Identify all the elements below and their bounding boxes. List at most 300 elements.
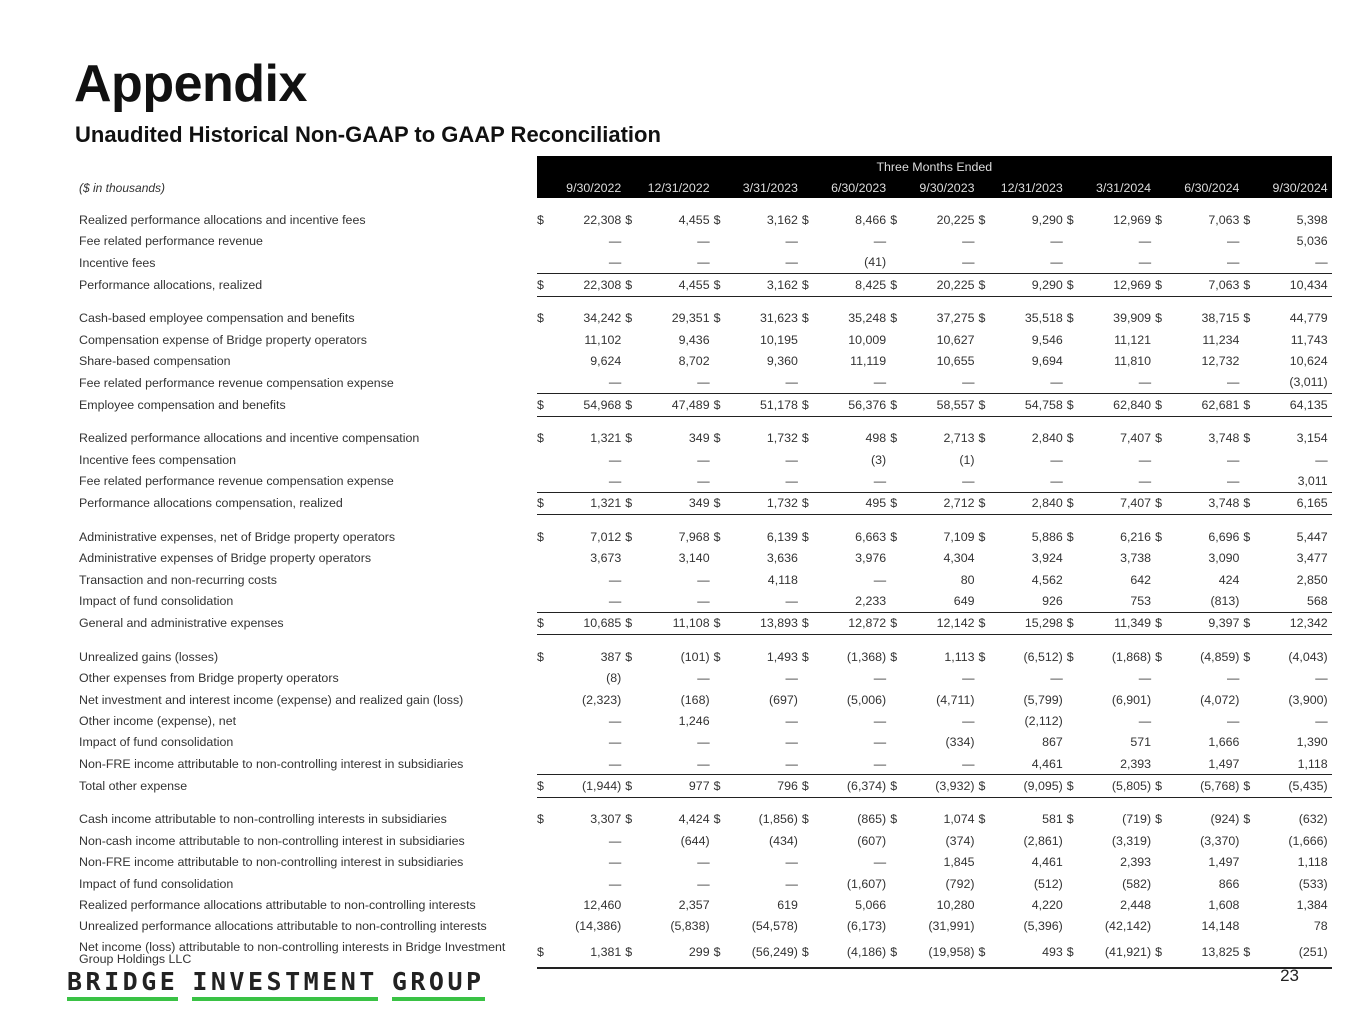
currency-symbol: $: [801, 311, 809, 326]
currency-symbol: $: [537, 212, 544, 227]
currency-symbol: [890, 230, 900, 251]
cell-value: 10,624: [1289, 354, 1328, 369]
currency-symbol: [714, 710, 724, 731]
cell-value: (1,944): [547, 775, 625, 797]
currency-symbol: $: [714, 775, 724, 797]
cell-value: —: [873, 473, 887, 488]
cell-value: 10,685: [547, 612, 625, 634]
table-row: [75, 809, 1332, 830]
cell-value: 299: [635, 937, 713, 968]
cell-value: 7,968: [678, 529, 710, 544]
currency-symbol: $: [714, 274, 724, 296]
currency-symbol: [890, 590, 900, 612]
currency-symbol: [1067, 689, 1077, 710]
cell-value: 22,308: [547, 274, 625, 296]
currency-symbol: $: [537, 492, 547, 514]
cell-value: 3,748: [1165, 492, 1243, 514]
currency-symbol: [714, 470, 724, 492]
cell-value: 6,165: [1253, 492, 1331, 514]
cell-value: 3,154: [1296, 431, 1328, 446]
currency-symbol: [1067, 852, 1077, 873]
currency-symbol: $: [890, 937, 900, 968]
cell-value: 12,969: [1113, 212, 1152, 227]
currency-symbol: [978, 667, 988, 688]
cell-value: 35,248: [848, 311, 887, 326]
cell-value: 39,909: [1113, 311, 1152, 326]
cell-value: (512): [1033, 876, 1063, 891]
cell-value: 15,298: [988, 612, 1066, 634]
currency-symbol: $: [1155, 775, 1165, 797]
currency-symbol: [978, 329, 988, 350]
currency-symbol: $: [625, 212, 633, 227]
cell-value: 13,893: [724, 612, 802, 634]
currency-symbol: $: [978, 212, 986, 227]
currency-symbol: [625, 873, 635, 894]
row-label: Incentive fees: [79, 255, 156, 270]
currency-symbol: [625, 852, 635, 873]
cell-value: 10,655: [936, 354, 975, 369]
currency-symbol: [625, 329, 635, 350]
currency-symbol: [1243, 830, 1253, 851]
currency-symbol: [1155, 252, 1165, 274]
cell-value: —: [608, 756, 622, 771]
table-row: [75, 350, 1332, 371]
table-total-row: [75, 775, 1332, 797]
cell-value: 51,178: [724, 394, 802, 416]
currency-symbol: [1067, 873, 1077, 894]
table-row: [75, 329, 1332, 350]
cell-value: —: [608, 473, 622, 488]
cell-value: —: [785, 713, 798, 728]
cell-value: 10,280: [936, 898, 975, 913]
currency-symbol: $: [1155, 812, 1162, 827]
cell-value: (54,578): [751, 919, 798, 934]
column-header: 9/30/2024: [1243, 177, 1331, 198]
currency-symbol: $: [625, 649, 633, 664]
cell-value: 9,360: [766, 354, 798, 369]
currency-symbol: $: [1067, 775, 1077, 797]
column-header: 3/31/2024: [1067, 177, 1155, 198]
cell-value: 5,447: [1296, 529, 1328, 544]
table-total-row: [75, 612, 1332, 634]
currency-symbol: $: [1243, 274, 1253, 296]
table-row: [75, 252, 1332, 274]
currency-symbol: [714, 230, 724, 251]
currency-symbol: $: [1067, 274, 1077, 296]
cell-value: 4,455: [635, 274, 713, 296]
cell-value: (1,666): [1288, 833, 1328, 848]
currency-symbol: [1243, 873, 1253, 894]
row-label: Impact of fund consolidation: [79, 735, 234, 750]
currency-symbol: [978, 252, 988, 274]
cell-value: —: [608, 593, 622, 608]
currency-symbol: [978, 916, 988, 937]
currency-symbol: [714, 590, 724, 612]
currency-symbol: $: [625, 775, 635, 797]
cell-value: (924): [1210, 812, 1240, 827]
cell-value: —: [1315, 255, 1328, 270]
currency-symbol: [537, 667, 547, 688]
cell-value: —: [697, 255, 710, 270]
currency-symbol: [802, 230, 812, 251]
cell-value: 13,825: [1165, 937, 1243, 968]
currency-symbol: $: [978, 812, 986, 827]
cell-value: —: [873, 671, 887, 686]
cell-value: 1,497: [1208, 756, 1240, 771]
cell-value: (168): [680, 692, 710, 707]
currency-symbol: [537, 230, 547, 251]
currency-symbol: $: [537, 812, 544, 827]
currency-symbol: $: [1066, 529, 1074, 544]
cell-value: 493: [988, 937, 1066, 968]
cell-value: —: [785, 876, 798, 891]
cell-value: 4,461: [1031, 855, 1063, 870]
cell-value: —: [697, 375, 710, 390]
cell-value: 3,140: [678, 551, 710, 566]
currency-symbol: $: [1243, 212, 1251, 227]
row-label: Cash-based employee compensation and benefits: [79, 311, 355, 326]
currency-symbol: $: [713, 311, 721, 326]
cell-value: —: [697, 876, 710, 891]
currency-symbol: [802, 329, 812, 350]
currency-symbol: [537, 732, 547, 753]
currency-symbol: [1155, 852, 1165, 873]
cell-value: (334): [945, 735, 975, 750]
currency-symbol: [1155, 710, 1165, 731]
table-row: [75, 873, 1332, 894]
table-row: [75, 590, 1332, 612]
currency-symbol: $: [1155, 311, 1162, 326]
cell-value: 3,924: [1031, 551, 1063, 566]
cell-value: (1,368): [846, 649, 887, 664]
cell-value: 9,397: [1165, 612, 1243, 634]
row-label: Employee compensation and benefits: [79, 397, 286, 412]
cell-value: 11,119: [850, 354, 887, 369]
currency-symbol: [802, 852, 812, 873]
cell-value: (6,901): [1111, 692, 1152, 707]
cell-value: —: [962, 713, 975, 728]
currency-symbol: $: [978, 492, 988, 514]
currency-symbol: [1243, 689, 1253, 710]
table-total-row: [75, 394, 1332, 416]
currency-symbol: [714, 689, 724, 710]
cell-value: (632): [1298, 812, 1328, 827]
cell-value: 4,118: [767, 572, 798, 587]
currency-symbol: [714, 916, 724, 937]
currency-symbol: [1067, 710, 1077, 731]
currency-symbol: $: [890, 274, 900, 296]
cell-value: 3,748: [1208, 431, 1240, 446]
currency-symbol: [537, 873, 547, 894]
cell-value: (5,768): [1165, 775, 1243, 797]
currency-symbol: [714, 252, 724, 274]
currency-symbol: [1243, 470, 1253, 492]
currency-symbol: [978, 547, 988, 568]
cell-value: —: [697, 735, 710, 750]
currency-symbol: $: [1155, 394, 1165, 416]
currency-symbol: [890, 329, 900, 350]
cell-value: 1,118: [1297, 855, 1328, 870]
row-label: Performance allocations compensation, realized: [79, 496, 343, 511]
table-row: [75, 937, 1332, 968]
currency-symbol: [802, 547, 812, 568]
cell-value: 3,162: [766, 212, 798, 227]
cell-value: —: [873, 572, 887, 587]
cell-value: 22,308: [583, 212, 622, 227]
cell-value: 349: [635, 492, 713, 514]
currency-symbol: $: [890, 431, 898, 446]
currency-symbol: [802, 830, 812, 851]
currency-symbol: [625, 590, 635, 612]
cell-value: 10,627: [936, 332, 975, 347]
group-spacer: [75, 416, 1332, 428]
cell-value: 5,066: [855, 898, 887, 913]
cell-value: —: [1050, 255, 1063, 270]
currency-symbol: [1243, 667, 1253, 688]
currency-symbol: $: [1066, 212, 1074, 227]
cell-value: 1,321: [547, 492, 625, 514]
cell-value: 2,393: [1120, 855, 1152, 870]
currency-symbol: [978, 230, 988, 251]
cell-value: 4,461: [1031, 756, 1063, 771]
group-spacer: [75, 296, 1332, 308]
row-label: Fee related performance revenue compensation expense: [79, 375, 394, 390]
cell-value: (6,512): [1023, 649, 1063, 664]
currency-symbol: [978, 470, 988, 492]
currency-symbol: [802, 667, 812, 688]
currency-symbol: $: [1243, 311, 1251, 326]
table-row: [75, 372, 1332, 394]
currency-symbol: [890, 753, 900, 775]
currency-symbol: [714, 547, 724, 568]
currency-symbol: $: [1155, 492, 1165, 514]
reconciliation-table: [75, 156, 1332, 969]
cell-value: —: [1138, 713, 1152, 728]
cell-value: 7,407: [1077, 492, 1155, 514]
cell-value: 1,384: [1296, 898, 1328, 913]
cell-value: —: [873, 713, 887, 728]
currency-symbol: [1155, 894, 1165, 915]
currency-symbol: [978, 689, 988, 710]
currency-symbol: $: [1243, 492, 1253, 514]
cell-value: 2,393: [1120, 756, 1152, 771]
row-label: General and administrative expenses: [79, 616, 284, 631]
currency-symbol: [1067, 590, 1077, 612]
cell-value: (4,711): [936, 692, 975, 707]
cell-value: 2,840: [988, 492, 1066, 514]
currency-symbol: $: [978, 274, 988, 296]
currency-symbol: $: [978, 431, 986, 446]
currency-symbol: $: [625, 492, 635, 514]
row-label: Total other expense: [79, 779, 188, 794]
cell-value: 12,142: [900, 612, 978, 634]
cell-value: 11,102: [584, 332, 622, 347]
cell-value: 20,225: [936, 212, 975, 227]
cell-value: —: [1138, 234, 1152, 249]
table-row: [75, 428, 1332, 449]
currency-symbol: $: [713, 812, 721, 827]
cell-value: —: [962, 234, 975, 249]
cell-value: —: [1138, 473, 1152, 488]
currency-symbol: [1067, 449, 1077, 470]
cell-value: 10,195: [759, 332, 798, 347]
currency-symbol: [1243, 710, 1253, 731]
row-label: Performance allocations, realized: [79, 277, 263, 292]
currency-symbol: [978, 852, 988, 873]
currency-symbol: $: [801, 529, 809, 544]
cell-value: 11,234: [1202, 332, 1240, 347]
cell-value: —: [608, 234, 622, 249]
cell-value: 5,886: [1031, 529, 1063, 544]
cell-value: 3,090: [1208, 551, 1240, 566]
table-row: [75, 753, 1332, 775]
currency-symbol: $: [801, 812, 809, 827]
currency-symbol: [1067, 470, 1077, 492]
cell-value: 64,135: [1253, 394, 1331, 416]
cell-value: 1,113: [944, 649, 975, 664]
cell-value: 20,225: [900, 274, 978, 296]
currency-symbol: [890, 830, 900, 851]
currency-symbol: [1155, 569, 1165, 590]
cell-value: 3,011: [1297, 473, 1328, 488]
cell-value: 7,063: [1165, 274, 1243, 296]
currency-symbol: [890, 372, 900, 394]
cell-value: —: [608, 735, 622, 750]
currency-symbol: $: [714, 492, 724, 514]
cell-value: 5,036: [1296, 234, 1328, 249]
table-row: [75, 308, 1332, 329]
row-label: Impact of fund consolidation: [79, 594, 234, 609]
currency-symbol: [890, 873, 900, 894]
cell-value: 12,460: [583, 898, 622, 913]
cell-value: (719): [1122, 812, 1152, 827]
currency-symbol: $: [625, 529, 633, 544]
row-label: Realized performance allocations and incentive fees: [79, 212, 366, 227]
group-spacer: [75, 515, 1332, 527]
cell-value: 1,321: [590, 431, 622, 446]
currency-symbol: [625, 732, 635, 753]
cell-value: 642: [1130, 572, 1152, 587]
currency-symbol: [802, 470, 812, 492]
currency-symbol: $: [713, 431, 721, 446]
cell-value: (19,958): [900, 937, 978, 968]
column-header: 3/31/2023: [714, 177, 802, 198]
currency-symbol: [625, 470, 635, 492]
currency-symbol: [537, 830, 547, 851]
cell-value: —: [608, 572, 622, 587]
currency-symbol: $: [1066, 649, 1074, 664]
table-row: [75, 209, 1332, 230]
group-spacer: [75, 198, 1332, 209]
currency-symbol: [625, 710, 635, 731]
cell-value: 649: [953, 593, 975, 608]
cell-value: —: [1050, 671, 1063, 686]
currency-symbol: [1155, 230, 1165, 251]
cell-value: —: [962, 756, 975, 771]
currency-symbol: [1155, 667, 1165, 688]
row-label: Net income (loss) attributable to non-controlling interests in Bridge Investment Group Holdings LLC: [79, 939, 506, 966]
cell-value: 2,712: [900, 492, 978, 514]
currency-symbol: [537, 753, 547, 775]
cell-value: 2,850: [1296, 572, 1328, 587]
currency-symbol: [537, 590, 547, 612]
cell-value: —: [697, 473, 710, 488]
cell-value: —: [1138, 671, 1152, 686]
cell-value: —: [785, 735, 798, 750]
currency-symbol: [625, 753, 635, 775]
currency-symbol: [1067, 830, 1077, 851]
cell-value: (1): [959, 452, 975, 467]
cell-value: —: [785, 593, 798, 608]
currency-symbol: [890, 569, 900, 590]
currency-symbol: [625, 252, 635, 274]
cell-value: 1,666: [1208, 735, 1240, 750]
currency-symbol: [1155, 753, 1165, 775]
cell-value: —: [785, 234, 798, 249]
cell-value: 9,290: [988, 274, 1066, 296]
table-body: [75, 156, 1332, 968]
cell-value: 8,702: [678, 354, 710, 369]
table-row: [75, 449, 1332, 470]
cell-value: —: [697, 855, 710, 870]
cell-value: (251): [1253, 937, 1331, 968]
currency-symbol: [1067, 230, 1077, 251]
currency-symbol: [978, 830, 988, 851]
currency-symbol: [890, 350, 900, 371]
cell-value: 3,673: [590, 551, 622, 566]
cell-value: (813): [1210, 593, 1240, 608]
row-label: Compensation expense of Bridge property operators: [79, 332, 367, 347]
cell-value: 11,349: [1077, 612, 1155, 634]
currency-symbol: [714, 329, 724, 350]
cell-value: (101): [680, 649, 710, 664]
cell-value: —: [873, 756, 887, 771]
table-row: [75, 230, 1332, 251]
row-label: Share-based compensation: [79, 354, 231, 369]
table-row: [75, 569, 1332, 590]
cell-value: 3,738: [1120, 551, 1152, 566]
column-header: 9/30/2022: [537, 177, 625, 198]
row-label: Unrealized performance allocations attributable to non-controlling interests: [79, 919, 487, 934]
currency-symbol: $: [802, 492, 812, 514]
cell-value: —: [608, 713, 622, 728]
currency-symbol: [978, 449, 988, 470]
cell-value: —: [1315, 452, 1328, 467]
cell-value: (5,805): [1077, 775, 1155, 797]
cell-value: 35,518: [1024, 311, 1063, 326]
cell-value: 11,743: [1290, 332, 1328, 347]
currency-symbol: [537, 470, 547, 492]
currency-symbol: [625, 350, 635, 371]
cell-value: 2,357: [678, 898, 710, 913]
cell-value: —: [1050, 473, 1063, 488]
currency-symbol: [978, 372, 988, 394]
currency-symbol: $: [1155, 649, 1162, 664]
currency-symbol: [1155, 372, 1165, 394]
page-subtitle: Unaudited Historical Non-GAAP to GAAP Reconciliation: [75, 122, 661, 147]
currency-symbol: [1243, 852, 1253, 873]
currency-symbol: [890, 732, 900, 753]
cell-value: —: [1226, 255, 1240, 270]
currency-symbol: [1155, 449, 1165, 470]
cell-value: 44,779: [1289, 311, 1328, 326]
table-row: [75, 852, 1332, 873]
table-row: [75, 526, 1332, 547]
table-row: [75, 830, 1332, 851]
row-label: Impact of fund consolidation: [79, 876, 234, 891]
currency-symbol: [890, 547, 900, 568]
cell-value: (792): [945, 876, 975, 891]
